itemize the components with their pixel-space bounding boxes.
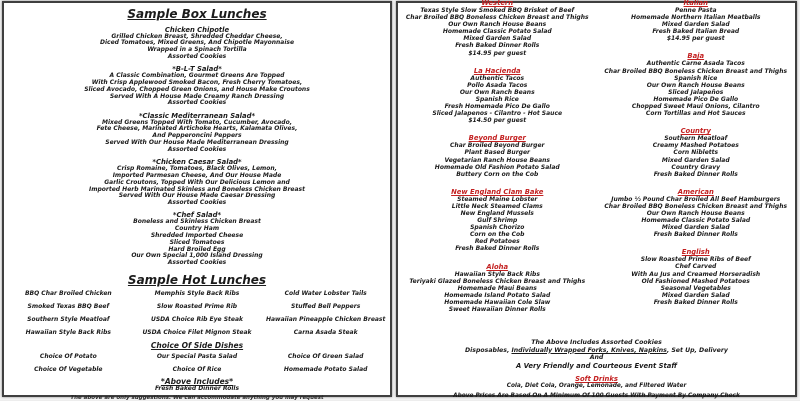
- menu-item: Mixed Garden Salad: [661, 291, 730, 299]
- side-dishes-title: Choice Of Side Dishes: [150, 341, 244, 351]
- menu-section: [4, 65, 390, 107]
- right-page-footer: [398, 339, 795, 400]
- right-page-left-column: [398, 0, 597, 313]
- menu-item: Buttery Corn on the Cob: [456, 170, 539, 178]
- footer-and: And: [589, 354, 604, 362]
- menu-item: Diced Tomatoes, Mixed Greens, And Chipotle Mayonnaise: [99, 39, 295, 47]
- menu-section-heading: *Chicken Caesar Salad*: [152, 158, 242, 167]
- menu-item: Boneless and Skinless Chicken Breast: [133, 218, 261, 226]
- footer-includes-line: The Above Includes Assorted Cookies: [531, 339, 662, 347]
- menu-item: Homemade Classic Potato Salad: [641, 217, 751, 225]
- menu-item: Little Neck Steamed Clams: [451, 202, 543, 210]
- menu-item: Fresh Baked Dinner Rolls: [455, 42, 540, 50]
- menu-item: Spanish Chorizo: [470, 224, 525, 232]
- menu-page-right: [396, 1, 797, 397]
- hot-lunch-entree: Southern Style Meatloaf: [27, 316, 110, 324]
- menu-item: Our Own Ranch House Beans: [646, 81, 745, 89]
- menu-item: Mixed Garden Salad: [661, 156, 730, 164]
- menu-item: Served With A House Made Creamy Ranch Dressing: [109, 92, 285, 100]
- side-dish-item: Our Special Pasta Salad: [156, 353, 238, 361]
- menu-section: [597, 248, 796, 306]
- menu-item: Assorted Cookies: [167, 99, 227, 107]
- menu-section: [4, 158, 390, 207]
- menu-item: Our Own Ranch Beans: [459, 88, 535, 96]
- menu-item: Crisp Romaine, Tomatoes, Black Olives, Lemon,: [117, 165, 277, 173]
- menu-item: Authentic Carne Asada Tacos: [646, 60, 745, 68]
- hot-lunch-entree: Smoked Texas BBQ Beef: [27, 303, 110, 311]
- menu-item: Sliced Tomatoes: [169, 238, 225, 246]
- menu-item: With Au Jus and Creamed Horseradish: [631, 270, 761, 278]
- menu-item: Garlic Croutons, Topped With Our Delicious Lemon and: [104, 178, 290, 186]
- menu-item: Our Own Special 1,000 Island Dressing: [131, 252, 263, 260]
- menu-item: Fresh Baked Dinner Rolls: [653, 298, 738, 306]
- menu-item: Assorted Cookies: [167, 145, 227, 153]
- menu-item: Fete Cheese, Marinated Artichoke Hearts, Kalamata Olives,: [96, 125, 298, 133]
- menu-section-heading: La Hacienda: [473, 66, 521, 75]
- menu-item: Steamed Maine Lobster: [457, 195, 538, 203]
- menu-item: Chopped Sweet Maui Onions, Cilantro: [631, 103, 760, 111]
- menu-item: Homemade Hawaiian Cole Slaw: [444, 298, 551, 306]
- menu-item: Our Own Ranch House Beans: [448, 21, 547, 29]
- menu-item: Sliced Jalapeños: [668, 88, 724, 96]
- menu-item: Corn Nibletts: [673, 149, 719, 157]
- hot-lunch-entree: Hawaiian Style Back Ribs: [25, 329, 111, 337]
- menu-item: Mixed Garden Salad: [463, 35, 532, 43]
- menu-item: $14.95 per guest: [666, 35, 725, 43]
- menu-item: Wrapped in a Spinach Tortilla: [147, 46, 247, 54]
- menu-item: Mixed Garden Salad: [661, 224, 730, 232]
- menu-item: Fresh Baked Dinner Rolls: [653, 231, 738, 239]
- menu-item: Teriyaki Glazed Boneless Chicken Breast and Thighs: [409, 277, 586, 285]
- hot-lunch-entree: BBQ Char Broiled Chicken: [24, 290, 112, 298]
- menu-section-heading: English: [681, 248, 710, 257]
- menu-item: Assorted Cookies: [167, 52, 227, 60]
- menu-item: Assorted Cookies: [167, 259, 227, 267]
- side-dish-item: Choice Of Green Salad: [287, 353, 364, 361]
- menu-section-heading: American: [677, 187, 714, 196]
- menu-item: Homemade Northern Italian Meatballs: [630, 14, 761, 22]
- menu-item: Imported Parmesan Cheese, And Our House Made: [112, 171, 282, 179]
- pricing-note: Above Prices Are Based On A Minimum Of 100 Guests With Payment By Company Check: [453, 392, 740, 399]
- menu-item: Jumbo ½ Pound Char Broiled All Beef Hamburgers: [611, 195, 781, 203]
- menu-item: Char Broiled Beyond Burger: [450, 142, 545, 150]
- right-page-right-column: [597, 0, 796, 313]
- menu-section: [597, 127, 796, 178]
- hot-lunch-entree: Stuffed Bell Peppers: [291, 303, 361, 311]
- box-lunches-title: Sample Box Lunches: [127, 7, 267, 21]
- soft-drinks-heading: Soft Drinks: [575, 374, 618, 383]
- hot-lunches-entrees: [4, 290, 390, 336]
- above-includes-item: Fresh Baked Dinner Rolls: [154, 385, 240, 393]
- footer-disposables-suffix: , Set Up, Delivery: [666, 346, 728, 354]
- footer-disposables-line: [398, 347, 795, 355]
- footer-disposables-prefix: Disposables,: [465, 346, 512, 354]
- menu-item: $14.95 per guest: [468, 49, 527, 57]
- menu-item: Spanish Rice: [475, 95, 519, 103]
- footer-staff-line: A Very Friendly and Courteous Event Staff: [516, 361, 677, 370]
- menu-section-heading: *Chef Salad*: [172, 211, 222, 220]
- hot-lunches-title: Sample Hot Lunches: [127, 273, 267, 288]
- menu-item: Homemade Classic Potato Salad: [442, 28, 552, 36]
- left-page-footnote: The above are only suggestions. We can accommodate anything you may request: [70, 394, 324, 401]
- menu-item: $14.50 per guest: [468, 117, 527, 125]
- menu-item: And Pepperoncini Peppers: [152, 132, 242, 140]
- menu-item: Chef Carved: [675, 263, 717, 271]
- menu-section-heading: Baja: [687, 52, 705, 61]
- menu-item: Fresh Homemade Pico De Gallo: [444, 103, 550, 111]
- hot-lunch-entree: Slow Roasted Prime Rib: [156, 303, 238, 311]
- menu-item: Red Potatoes: [474, 238, 520, 246]
- menu-item: Plant Based Burger: [464, 149, 530, 157]
- footer-disposables-underlined: Individually Wrapped Forks, Knives, Napkins: [511, 346, 667, 354]
- menu-item: Mixed Garden Salad: [661, 21, 730, 29]
- menu-item: Fresh Baked Italian Bread: [652, 28, 740, 36]
- menu-item: Sliced Avocado, Chopped Green Onions, and House Make Croutons: [84, 85, 310, 93]
- menu-section: [398, 67, 597, 125]
- side-dish-item: Choice Of Rice: [172, 366, 222, 374]
- menu-item: Sweet Hawaiian Dinner Rolls: [448, 306, 546, 313]
- menu-item: Slow Roasted Prime Ribs of Beef: [640, 256, 751, 264]
- menu-item: Char Broiled BBQ Boneless Chicken Breast and Thighs: [604, 202, 788, 210]
- menu-item: Hawaiian Style Back Ribs: [454, 270, 540, 278]
- menu-item: Homemade Old Fashion Potato Salad: [434, 163, 560, 171]
- hot-lunch-entree: Memphis Style Back Ribs: [154, 290, 240, 298]
- side-dish-item: Homemade Potato Salad: [283, 366, 368, 374]
- menu-item: Served With Our House Made Caesar Dressing: [118, 192, 276, 200]
- menu-item: Southern Meatloaf: [664, 135, 728, 143]
- menu-item: Sliced Jalapenos - Cilantro - Hot Sauce: [432, 110, 563, 118]
- menu-item: Seasonal Vegetables: [660, 284, 731, 292]
- menu-section: [4, 26, 390, 61]
- menu-section: [398, 188, 597, 253]
- menu-item: Pollo Asada Tacos: [467, 81, 528, 89]
- menu-item: Penne Pasta: [674, 7, 717, 14]
- menu-item: Assorted Cookies: [167, 199, 227, 207]
- menu-section-heading: Italian: [683, 0, 708, 7]
- menu-item: Char Broiled BBQ Boneless Chicken Breast and Thighs: [604, 67, 788, 75]
- menu-section-heading: *B-L-T Salad*: [172, 65, 222, 74]
- menu-section-heading: Beyond Burger: [468, 134, 526, 143]
- menu-section: [4, 112, 390, 154]
- menu-item: Corn Tortillas and Hot Sauces: [645, 110, 746, 118]
- hot-lunch-entree: USDA Choice Filet Mignon Steak: [142, 329, 252, 337]
- side-dish-item: Choice Of Potato: [39, 353, 97, 361]
- menu-section: [597, 0, 796, 42]
- menu-section-heading: Chicken Chipotle: [164, 25, 230, 34]
- menu-item: Homemade Maui Beans: [457, 284, 537, 292]
- menu-section: [597, 52, 796, 117]
- above-includes-title: *Above Includes*: [160, 377, 234, 387]
- hot-lunch-entree: USDA Choice Rib Eye Steak: [150, 316, 243, 324]
- box-lunches-sections: [4, 26, 390, 268]
- menu-item: With Crisp Applewood Smoked Bacon, Fresh Cherry Tomatoes,: [91, 78, 303, 86]
- menu-item: Homemade Island Potato Salad: [444, 291, 551, 299]
- hot-lunch-entree: Cold Water Lobster Tails: [284, 290, 367, 298]
- menu-section-heading: New England Clam Bake: [451, 187, 544, 196]
- hot-lunch-entree: Carna Asada Steak: [293, 329, 358, 337]
- menu-item: Corn on the Cob: [470, 231, 525, 239]
- hot-lunch-entree: Hawaiian Pineapple Chicken Breast: [265, 316, 386, 324]
- menu-section: [4, 211, 390, 267]
- menu-section-heading: Aloha: [486, 262, 509, 271]
- menu-item: Char Broiled BBQ Boneless Chicken Breast and Thighs: [405, 14, 589, 22]
- menu-section: [398, 0, 597, 57]
- menu-item: Hard Broiled Egg: [168, 245, 226, 253]
- menu-section-heading: Country: [680, 127, 711, 136]
- menu-item: Vegetarian Ranch House Beans: [444, 156, 551, 164]
- menu-item: Fresh Baked Dinner Rolls: [653, 170, 738, 178]
- menu-item: Creamy Mashed Potatoes: [652, 142, 739, 150]
- menu-page-left: [2, 1, 392, 401]
- menu-item: Texas Style Slow Smoked BBQ Brisket of Beef: [420, 7, 575, 14]
- soft-drinks-items: Cola, Diet Cola, Orange, Lemonade, and Filtered Water: [506, 382, 687, 389]
- menu-section: [398, 134, 597, 177]
- menu-section: [597, 188, 796, 239]
- menu-item: Gulf Shrimp: [477, 217, 518, 225]
- menu-section-heading: *Classic Mediterranean Salad*: [138, 111, 256, 120]
- menu-item: New England Mussels: [460, 209, 534, 217]
- menu-item: Spanish Rice: [674, 74, 718, 82]
- menu-item: Grilled Chicken Breast, Shredded Cheddar Cheese,: [111, 32, 283, 40]
- side-dishes-list: [4, 353, 390, 373]
- menu-section-heading: Western: [481, 0, 514, 7]
- menu-item: Country Gravy: [671, 163, 721, 171]
- menu-item: Homemade Pico De Gallo: [653, 95, 739, 103]
- menu-item: Authentic Tacos: [470, 74, 525, 82]
- menu-section: [398, 263, 597, 314]
- menu-item: Shredded Imported Cheese: [150, 232, 244, 240]
- menu-item: Country Ham: [174, 225, 220, 233]
- side-dish-item: Choice Of Vegetable: [34, 366, 103, 374]
- menu-item: Fresh Baked Dinner Rolls: [455, 245, 540, 253]
- menu-item: Old Fashioned Mashed Potatoes: [641, 277, 750, 285]
- menu-item: Mixed Greens Topped With Tomato, Cucumber, Avocado,: [101, 118, 292, 126]
- menu-item: Imported Herb Marinated Skinless and Boneless Chicken Breast: [89, 185, 305, 193]
- menu-item: Our Own Ranch House Beans: [646, 209, 745, 217]
- menu-item: Served With Our House Made Mediterranean Dressing: [105, 139, 289, 147]
- menu-item: A Classic Combination, Gourmet Greens Are Topped: [109, 72, 285, 80]
